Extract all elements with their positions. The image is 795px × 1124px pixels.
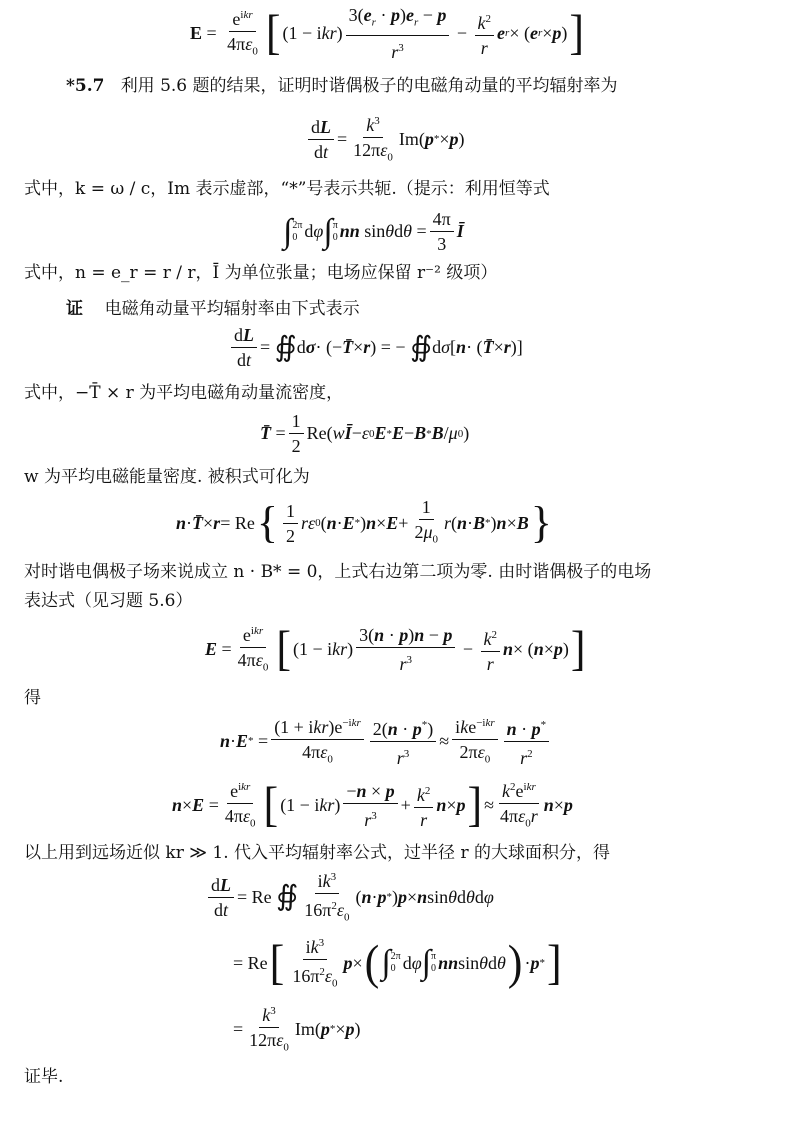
- equation-final-step-3: = $\frac{k^3}{12\pi\varepsilon_0}$ Im( p * × p ): [233, 1000, 361, 1059]
- text-harmonic-1: 对时谐电偶极子场来说成立 n · B* = 0，上式右边第二项为零. 由时谐偶极子的电场: [24, 562, 652, 582]
- text-qed: 证毕.: [24, 1067, 64, 1087]
- equation-final-step-1: $\frac{dL}{dt}$ = Re ∯ $\frac{ik^3}{16\pi^2\varepsilon_0}$ ( n · p * ) p × n sin θ d θ d φ: [205, 866, 494, 929]
- text-far-field: 以上用到远场近似 kr ≫ 1. 代入平均辐射率公式，过半径 r 的大球面积分，得: [24, 843, 610, 863]
- proof-label: 证: [66, 299, 83, 319]
- equation-identity: ∫ 2π 0 d φ ∫ π 0 nn sin θ d θ = $\frac{4\pi}{3}$ Ī: [283, 209, 464, 254]
- text-harmonic-2: 表达式（见习题 5.6）: [24, 591, 193, 611]
- problem-number: *5.7: [66, 76, 105, 96]
- equation-stress-tensor: T̄ = $\frac{1}{2}$ Re( w Ī − ε 0 E * E − B * B / μ 0 ): [260, 411, 470, 456]
- equation-rate-surface-integral: $\frac{dL}{dt}$ = ∯ d σ · (− T̄ × r ) = − ∯ d σ [ n · ( T̄ × r )]: [228, 324, 523, 371]
- text-where-2: 式中，n = e_r = r / r，Ī 为单位张量；电场应保留 r⁻² 级项）: [24, 263, 498, 283]
- problem-text: 利用 5.6 题的结果，证明时谐偶极子的电磁角动量的平均辐射率为: [120, 76, 618, 96]
- text-w-definition: w 为平均电磁能量密度. 被积式可化为: [24, 467, 310, 487]
- equation-top-e-field: E = $\frac{e^{ikr}}{4\pi\varepsilon_0}$ [ (1 − i kr ) $\frac{3(e_r \cdot p)e_r - p}{r^3}$ − $\frac{k^2}{r}$ e r × ( e r × p ) ]: [190, 5, 585, 62]
- proof-intro: [66, 298, 360, 320]
- problem-statement: [66, 75, 618, 97]
- equation-n-dot-e-conj: n · E * = $\frac{(1 + ikr)e^{-ikr}}{4\pi\varepsilon_0}$ $\frac{2(n \cdot p^*)}{r^3}$ ≈ $\frac{ike^{-ikr}}{2\pi\varepsilon_0}$ $\frac{n \cdot p^*}{r^2}$: [220, 712, 552, 771]
- text-where-1: 式中，k = ω / c，Im 表示虚部，“*”号表示共轭.（提示：利用恒等式: [24, 179, 550, 199]
- equation-dipole-e-field: E = $\frac{e^{ikr}}{4\pi\varepsilon_0}$ [ (1 − i kr ) $\frac{3(n \cdot p)n - p}{r^3}$ − $\frac{k^2}{r}$ n × ( n × p ) ]: [205, 621, 586, 676]
- equation-n-cross-e: n × E = $\frac{e^{ikr}}{4\pi\varepsilon_0}$ [ (1 − i kr ) $\frac{-n \times p}{r^3}$ + $\frac{k^2}{r}$ n × p ] ≈ $\frac{k^2e^{ikr}}{4\pi\varepsilon_0r}$ n × p: [172, 777, 573, 832]
- equation-integrand: n · T̄ × r = Re { $\frac{1}{2}$ r ε 0 ( n · E * ) n × E + $\frac{1}{2\mu_0}$ r ( n · B * ) n × B }: [176, 497, 552, 548]
- equation-final-step-2: = Re [ $\frac{ik^3}{16\pi^2\varepsilon_0}$ p × ( ∫ 2π 0 d φ ∫ π 0 nn sin θ d θ ) · p * ]: [233, 932, 564, 995]
- equation-angular-momentum-rate: $\frac{dL}{dt}$ = $\frac{k^3}{12\pi\varepsilon_0}$ Im( p * × p ): [305, 110, 465, 169]
- proof-text: 电磁角动量平均辐射率由下式表示: [104, 299, 360, 319]
- text-de: 得: [24, 688, 41, 708]
- text-where-3: 式中，−T̄ × r 为平均电磁角动量流密度，: [24, 383, 344, 403]
